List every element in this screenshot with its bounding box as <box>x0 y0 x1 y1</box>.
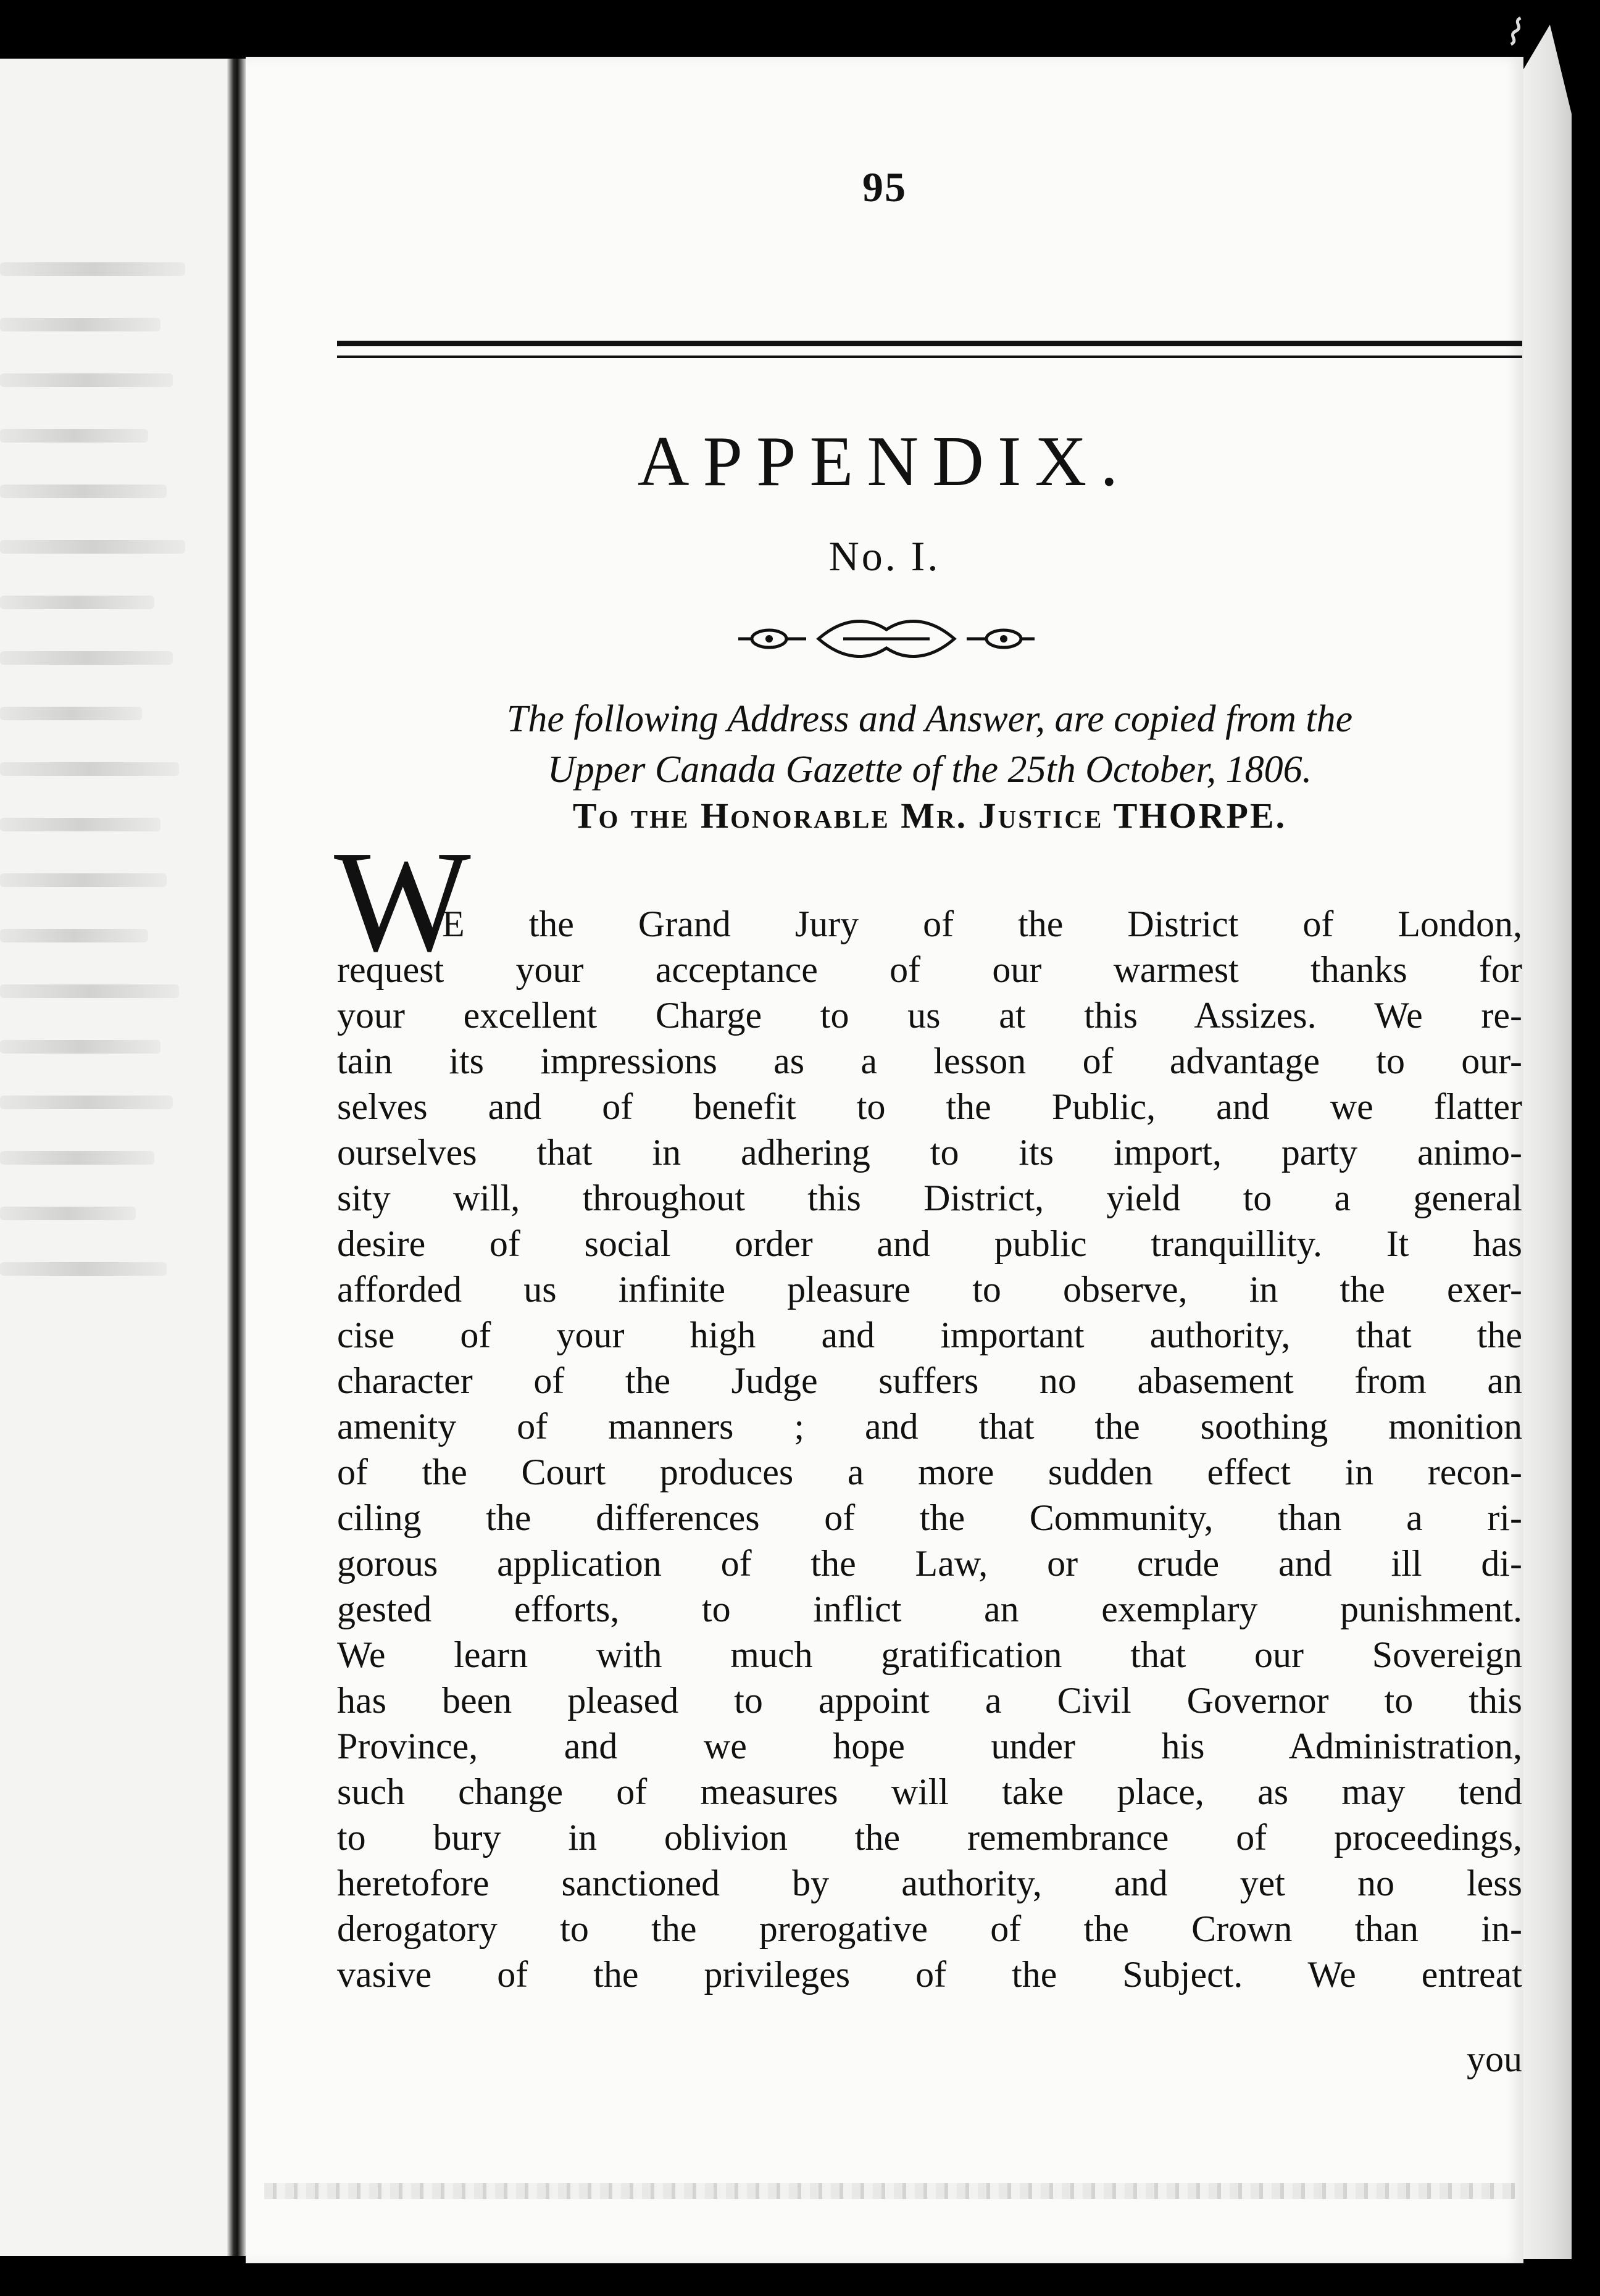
text-line: gorous application of the Law, or crude and ill di- <box>337 1543 1522 1584</box>
text-line: request your acceptance of our warmest thanks for <box>337 949 1522 990</box>
text-line: heretofore sanctioned by authority, and yet no less <box>337 1863 1522 1903</box>
bleed-through-text <box>0 373 173 387</box>
text-line: gested efforts, to inflict an exemplary punishment. <box>337 1589 1522 1629</box>
bleed-through-text <box>0 429 148 443</box>
bleed-through-text <box>0 929 148 942</box>
text-line: character of the Judge suffers no abasement from an <box>337 1360 1522 1401</box>
drop-cap: W <box>334 821 471 981</box>
bleed-through-text <box>0 318 160 331</box>
intro-line: Upper Canada Gazette of the 25th October, 1806. <box>547 749 1312 791</box>
text-line: ourselves that in adhering to its import, party animo- <box>337 1132 1522 1173</box>
intro-line: The following Address and Answer, are copied from the <box>506 698 1353 740</box>
text-line: We learn with much gratification that our Sovereign <box>337 1634 1522 1675</box>
text-line: desire of social order and public tranquillity. It has <box>337 1223 1522 1264</box>
text-line: your excellent Charge to us at this Assizes. We re- <box>337 995 1522 1036</box>
introductory-note <box>337 694 1522 795</box>
text-line: such change of measures will take place, as may tend <box>337 1771 1522 1812</box>
bleed-through-text <box>0 1151 154 1165</box>
bleed-through-text <box>0 1262 167 1276</box>
text-line: afforded us infinite pleasure to observe, in the exer- <box>337 1269 1522 1310</box>
bleed-through-text <box>0 1096 173 1109</box>
appendix-number: No. I. <box>828 533 941 580</box>
bleed-through-text <box>0 540 185 554</box>
bleed-through-text <box>0 485 167 498</box>
text-line: vasive of the privileges of the Subject. We entreat <box>337 1954 1522 1995</box>
text-line: selves and of benefit to the Public, and we flatter <box>337 1086 1522 1127</box>
header-rule-thin <box>337 356 1522 358</box>
text-line: to bury in oblivion the remembrance of proceedings, <box>337 1817 1522 1858</box>
book-page <box>246 57 1523 2263</box>
page-number: 95 <box>862 164 907 210</box>
text-line: ciling the differences of the Community, than a ri- <box>337 1497 1522 1538</box>
text-line: amenity of manners ; and that the soothing monition <box>337 1406 1522 1447</box>
text-line: tain its impressions as a lesson of advantage to our- <box>337 1041 1522 1081</box>
text-line: cise of your high and important authority, that the <box>337 1315 1522 1355</box>
address-body <box>337 901 1522 1997</box>
text-line: Province, and we hope under his Administration, <box>337 1726 1522 1766</box>
corner-fold: ⌇ <box>1499 10 1531 56</box>
bleed-through-text <box>0 762 179 776</box>
addressee-line: To the Honorable Mr. Justice THORPE. <box>572 796 1287 836</box>
bleed-through-text <box>0 1207 136 1220</box>
appendix-heading: APPENDIX. <box>637 422 1132 501</box>
header-rule-thick <box>337 341 1522 346</box>
ornament-icon <box>726 611 1047 667</box>
text-line: sity will, throughout this District, yield to a general <box>337 1178 1522 1218</box>
bleed-through-text <box>0 262 185 276</box>
text-line: has been pleased to appoint a Civil Governor to this <box>337 1680 1522 1721</box>
bleed-through-text <box>0 1040 160 1054</box>
text-line: derogatory to the prerogative of the Crown than in- <box>337 1908 1522 1949</box>
page-bottom-edge <box>264 2183 1517 2199</box>
bleed-through-text <box>0 873 167 887</box>
bleed-through-text <box>0 707 142 720</box>
text-line: E the Grand Jury of the District of London, <box>442 904 1522 944</box>
book-gutter <box>227 59 246 2256</box>
bleed-through-text <box>0 596 154 609</box>
bleed-through-text <box>0 984 179 998</box>
catchword: you <box>1467 2039 1522 2079</box>
facing-page-left <box>0 59 231 2256</box>
bleed-through-text <box>0 651 173 665</box>
bleed-through-text <box>0 818 160 831</box>
page-edge <box>1523 25 1572 2259</box>
text-line: of the Court produces a more sudden effect in recon- <box>337 1452 1522 1492</box>
